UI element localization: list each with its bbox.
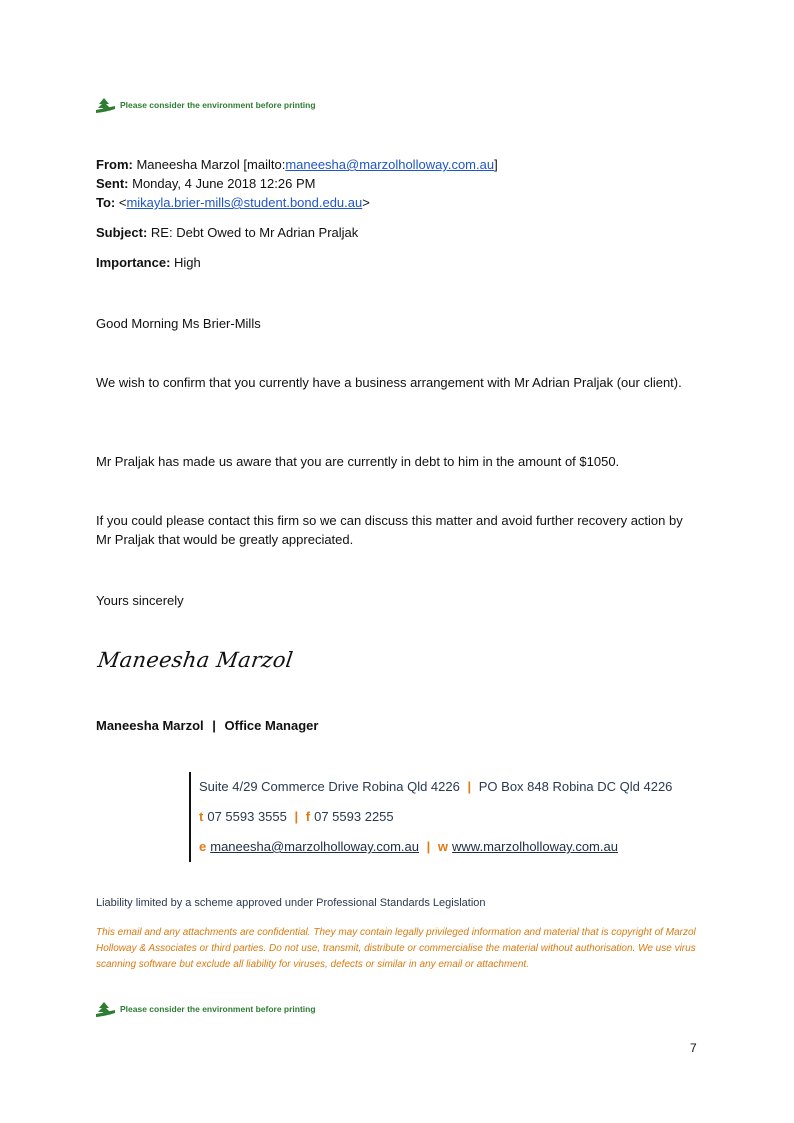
from-label: From: <box>96 157 133 172</box>
from-name: Maneesha Marzol [mailto: <box>136 157 286 172</box>
env-note-text: Please consider the environment before printing <box>120 100 316 110</box>
address-separator: | <box>467 779 472 794</box>
importance-label: Importance: <box>96 255 171 270</box>
to-line <box>96 193 498 212</box>
from-line <box>96 155 498 174</box>
fax-label: f <box>305 809 311 824</box>
email-header <box>96 155 498 212</box>
sent-value: Monday, 4 June 2018 12:26 PM <box>132 176 316 191</box>
signoff-divider: | <box>212 718 216 733</box>
to-close: > <box>362 195 370 210</box>
contact-block <box>189 772 672 862</box>
subject-value: RE: Debt Owed to Mr Adrian Praljak <box>150 225 359 240</box>
website-link[interactable]: www.marzolholloway.com.au <box>452 839 618 854</box>
website-label: w <box>437 839 449 854</box>
phone-line <box>199 802 672 832</box>
subject-label: Subject: <box>96 225 148 240</box>
env-note-text: Please consider the environment before printing <box>120 1004 316 1014</box>
phone-separator: | <box>294 809 299 824</box>
from-close: ] <box>494 157 498 172</box>
subject-line <box>96 225 358 240</box>
phone-number: 07 5593 3555 <box>207 809 287 824</box>
signoff-name: Maneesha Marzol <box>96 718 204 733</box>
to-email-link[interactable] <box>126 195 362 210</box>
po-box: PO Box 848 Robina DC Qld 4226 <box>478 779 673 794</box>
tree-hand-icon <box>96 97 116 113</box>
email-label: e <box>199 839 207 854</box>
to-email-part-1[interactable]: mikayla <box>126 195 171 210</box>
address: Suite 4/29 Commerce Drive Robina Qld 4226 <box>199 779 460 794</box>
env-note-bottom <box>96 1001 316 1017</box>
web-line <box>199 832 672 862</box>
sent-line <box>96 174 498 193</box>
sent-label: Sent: <box>96 176 129 191</box>
phone-label: t <box>199 809 204 824</box>
to-open: < <box>118 195 127 210</box>
body-paragraph-2: Mr Praljak has made us aware that you are currently in debt to him in the amount of $1050. <box>96 454 620 469</box>
address-line <box>199 772 672 802</box>
confidentiality-disclaimer: This email and any attachments are confidential. They may contain legally privileged information and material that is copyright of Marzol Holloway & Associates or third parties. Do not use, transmit, distribute or commercialise the material without authorisation. We use virus scanning software but exclude all liability for viruses, defects or similar in any email or attachment. <box>96 927 696 970</box>
page-number: 7 <box>690 1041 697 1055</box>
closing: Yours sincerely <box>96 593 184 608</box>
web-separator: | <box>426 839 431 854</box>
contact-email-link[interactable]: maneesha@marzolholloway.com.au <box>210 839 420 854</box>
importance-line <box>96 255 201 270</box>
liability-note: Liability limited by a scheme approved under Professional Standards Legislation <box>96 897 486 909</box>
greeting: Good Morning Ms Brier-Mills <box>96 316 261 331</box>
signoff-line <box>96 718 318 733</box>
env-note-top <box>96 97 316 113</box>
from-email-link[interactable]: maneesha@marzolholloway.com.au <box>285 157 495 172</box>
to-label: To: <box>96 195 116 210</box>
tree-hand-icon <box>96 1001 116 1017</box>
handwritten-signature: Maneesha Marzol <box>96 648 295 672</box>
signoff-title: Office Manager <box>224 718 319 733</box>
body-paragraph-3: If you could please contact this firm so we can discuss this matter and avoid further recovery action by Mr Praljak that would be greatly appreciated. <box>96 513 683 547</box>
importance-value: High <box>174 255 201 270</box>
to-email-part-2[interactable]: .brier-mills@student.bond.edu.au <box>170 195 363 210</box>
body-paragraph-1: We wish to confirm that you currently have a business arrangement with Mr Adrian Praljak (our client). <box>96 375 682 390</box>
fax-number: 07 5593 2255 <box>314 809 394 824</box>
